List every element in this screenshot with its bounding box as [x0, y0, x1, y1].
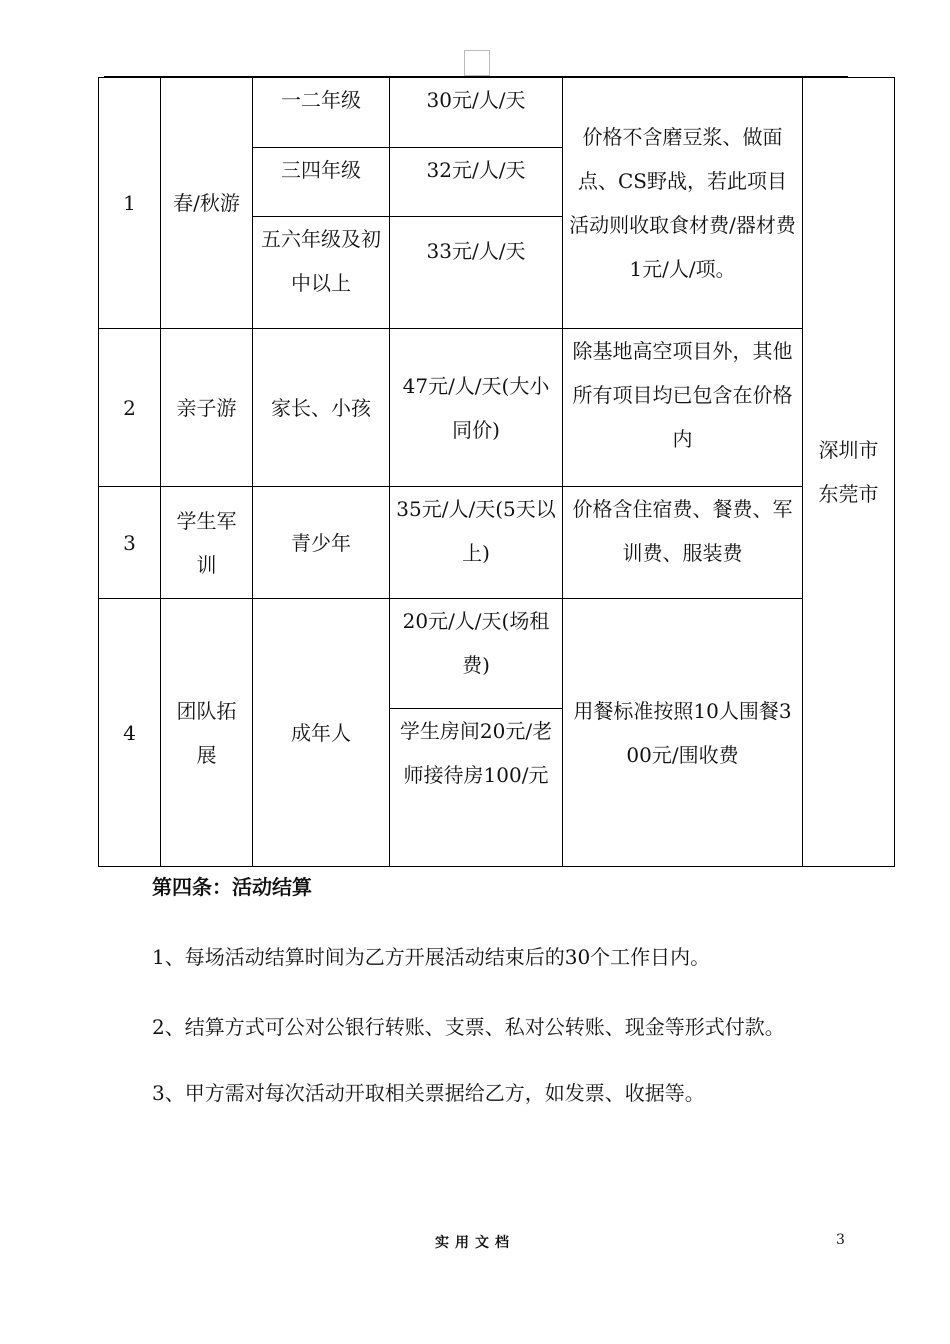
row-number-cell: 3 [99, 487, 161, 599]
table-row [99, 329, 895, 487]
note-cell: 价格不含磨豆浆、做面点、CS野战，若此项目活动则收取食材费/器材费1元/人/项。 [563, 78, 803, 329]
note-cell: 用餐标准按照10人围餐300元/围收费 [563, 599, 803, 867]
page-header-mark [464, 50, 490, 76]
price-cell: 30元/人/天 [390, 78, 563, 148]
location-cell: 深圳市东莞市 [803, 78, 895, 867]
group-cell: 五六年级及初中以上 [253, 217, 390, 329]
group-cell: 成年人 [253, 599, 390, 867]
section-heading: 第四条：活动结算 [152, 875, 312, 899]
group-cell: 家长、小孩 [253, 329, 390, 487]
group-cell: 青少年 [253, 487, 390, 599]
clause-item: 3、甲方需对每次活动开取相关票据给乙方，如发票、收据等。 [152, 1081, 705, 1105]
row-number-cell: 2 [99, 329, 161, 487]
footer-label: 实用文档 [435, 1235, 515, 1251]
group-cell: 三四年级 [253, 148, 390, 217]
activity-type-cell: 春/秋游 [161, 78, 253, 329]
activity-type-cell: 学生军训 [161, 487, 253, 599]
clause-item: 2、结算方式可公对公银行转账、支票、私对公转账、现金等形式付款。 [152, 1015, 785, 1039]
table-row [99, 487, 895, 599]
table-row [99, 78, 895, 148]
note-cell: 价格含住宿费、餐费、军训费、服装费 [563, 487, 803, 599]
row-number-cell: 1 [99, 78, 161, 329]
page-number: 3 [836, 1232, 845, 1248]
table-row [99, 599, 895, 709]
price-cell: 20元/人/天(场租费) [390, 599, 563, 709]
activity-type-cell: 团队拓展 [161, 599, 253, 867]
price-cell: 32元/人/天 [390, 148, 563, 217]
price-cell: 33元/人/天 [390, 217, 563, 329]
note-cell: 除基地高空项目外，其他所有项目均已包含在价格内 [563, 329, 803, 487]
row-number-cell: 4 [99, 599, 161, 867]
price-cell: 47元/人/天(大小同价) [390, 329, 563, 487]
price-cell: 35元/人/天(5天以上) [390, 487, 563, 599]
group-cell: 一二年级 [253, 78, 390, 148]
price-cell: 学生房间20元/老师接待房100/元 [390, 709, 563, 867]
activity-type-cell: 亲子游 [161, 329, 253, 487]
clause-item: 1、每场活动结算时间为乙方开展活动结束后的30个工作日内。 [152, 945, 711, 969]
pricing-table [98, 77, 895, 867]
